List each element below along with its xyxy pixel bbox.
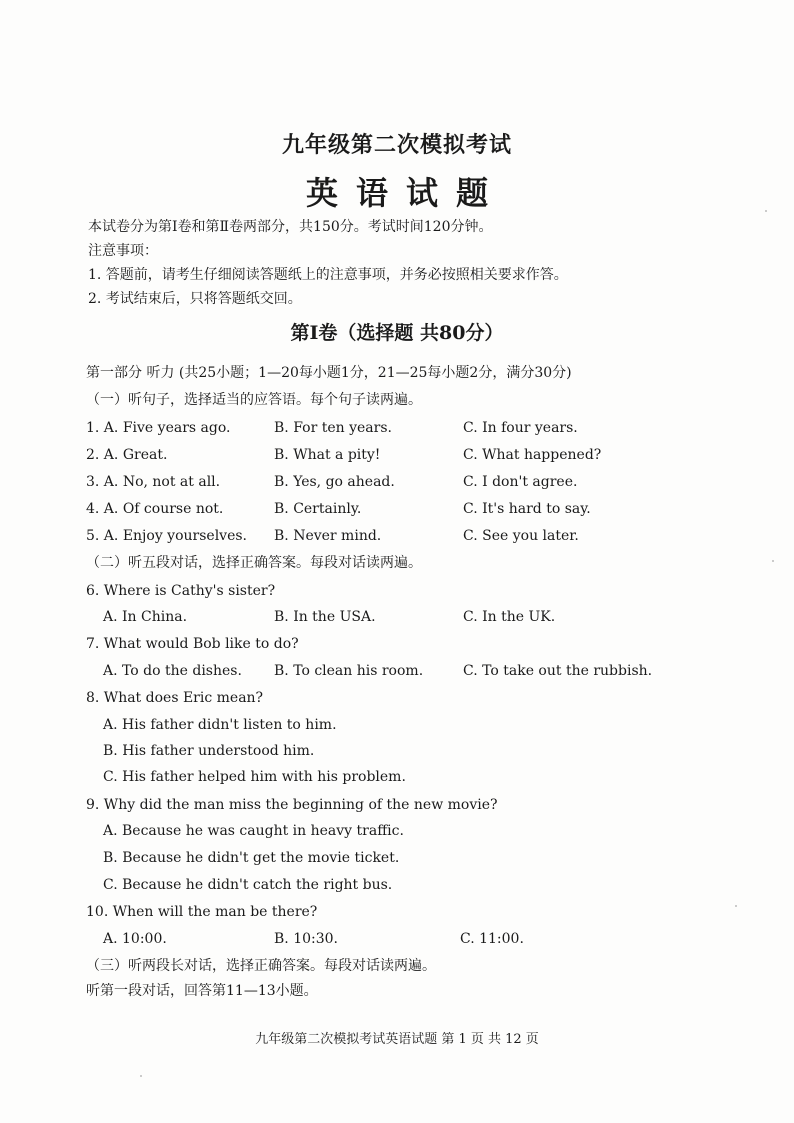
- q5-option-b: B. Never mind.: [274, 528, 382, 544]
- q6-option-a: A. In China.: [103, 609, 188, 625]
- part1-heading: 第一部分 听力 (共25小题；1—20每小题1分，21—25每小题2分，满分30分): [86, 365, 572, 381]
- q4-option-b: B. Certainly.: [274, 501, 362, 517]
- subsection-2: （二）听五段对话，选择正确答案。每段对话读两遍。: [86, 555, 422, 571]
- subsection-3-note: 听第一段对话，回答第11—13小题。: [86, 983, 318, 999]
- notes-label: 注意事项：: [88, 243, 158, 259]
- subject-title: 英语试题: [305, 174, 506, 212]
- intro-line: 本试卷分为第Ⅰ卷和第Ⅱ卷两部分，共150分。考试时间120分钟。: [88, 219, 493, 235]
- q3-option-b: B. Yes, go ahead.: [274, 474, 395, 490]
- q2-option-b: B. What a pity!: [274, 447, 381, 463]
- q6-stem: 6. Where is Cathy's sister?: [86, 583, 276, 599]
- subsection-3: （三）听两段长对话，选择正确答案。每段对话读两遍。: [86, 958, 436, 974]
- q9-stem: 9. Why did the man miss the beginning of the new movie?: [86, 797, 498, 813]
- q10-stem: 10. When will the man be there?: [86, 904, 318, 920]
- q7-option-b: B. To clean his room.: [274, 663, 424, 679]
- q1-option-a: 1. A. Five years ago.: [86, 420, 231, 436]
- q3-option-c: C. I don't agree.: [463, 474, 578, 490]
- scan-speck: [140, 1075, 142, 1077]
- q9-option-c: C. Because he didn't catch the right bus.: [103, 877, 393, 893]
- q7-stem: 7. What would Bob like to do?: [86, 636, 299, 652]
- exam-title: 九年级第二次模拟考试: [281, 132, 512, 158]
- q4-option-c: C. It's hard to say.: [463, 501, 591, 517]
- section-title: 第Ⅰ卷（选择题 共80分）: [290, 322, 504, 344]
- scan-speck: [765, 210, 767, 212]
- q9-option-b: B. Because he didn't get the movie ticket.: [103, 850, 400, 866]
- q7-option-a: A. To do the dishes.: [103, 663, 242, 679]
- q8-option-b: B. His father understood him.: [103, 743, 315, 759]
- page-footer: 九年级第二次模拟考试英语试题 第 1 页 共 12 页: [255, 1032, 539, 1047]
- note-2: 2. 考试结束后，只将答题纸交回。: [88, 291, 302, 307]
- q8-option-a: A. His father didn't listen to him.: [103, 717, 337, 733]
- q10-option-b: B. 10:30.: [274, 931, 338, 947]
- q5-option-a: 5. A. Enjoy yourselves.: [86, 528, 248, 544]
- q4-option-a: 4. A. Of course not.: [86, 501, 224, 517]
- q2-option-c: C. What happened?: [463, 447, 602, 463]
- q8-option-c: C. His father helped him with his problem.: [103, 769, 406, 785]
- q6-option-b: B. In the USA.: [274, 609, 376, 625]
- q10-option-a: A. 10:00.: [103, 931, 167, 947]
- q9-option-a: A. Because he was caught in heavy traffic.: [103, 823, 404, 839]
- q2-option-a: 2. A. Great.: [86, 447, 168, 463]
- scan-speck: [735, 905, 737, 907]
- scan-speck: [772, 560, 774, 562]
- q7-option-c: C. To take out the rubbish.: [463, 663, 653, 679]
- q6-option-c: C. In the UK.: [463, 609, 556, 625]
- q1-option-b: B. For ten years.: [274, 420, 392, 436]
- subsection-1: （一）听句子，选择适当的应答语。每个句子读两遍。: [86, 392, 422, 408]
- q8-stem: 8. What does Eric mean?: [86, 690, 264, 706]
- q10-option-c: C. 11:00.: [460, 931, 524, 947]
- q3-option-a: 3. A. No, not at all.: [86, 474, 221, 490]
- q5-option-c: C. See you later.: [463, 528, 579, 544]
- q1-option-c: C. In four years.: [463, 420, 578, 436]
- note-1: 1. 答题前，请考生仔细阅读答题纸上的注意事项，并务必按照相关要求作答。: [88, 267, 568, 283]
